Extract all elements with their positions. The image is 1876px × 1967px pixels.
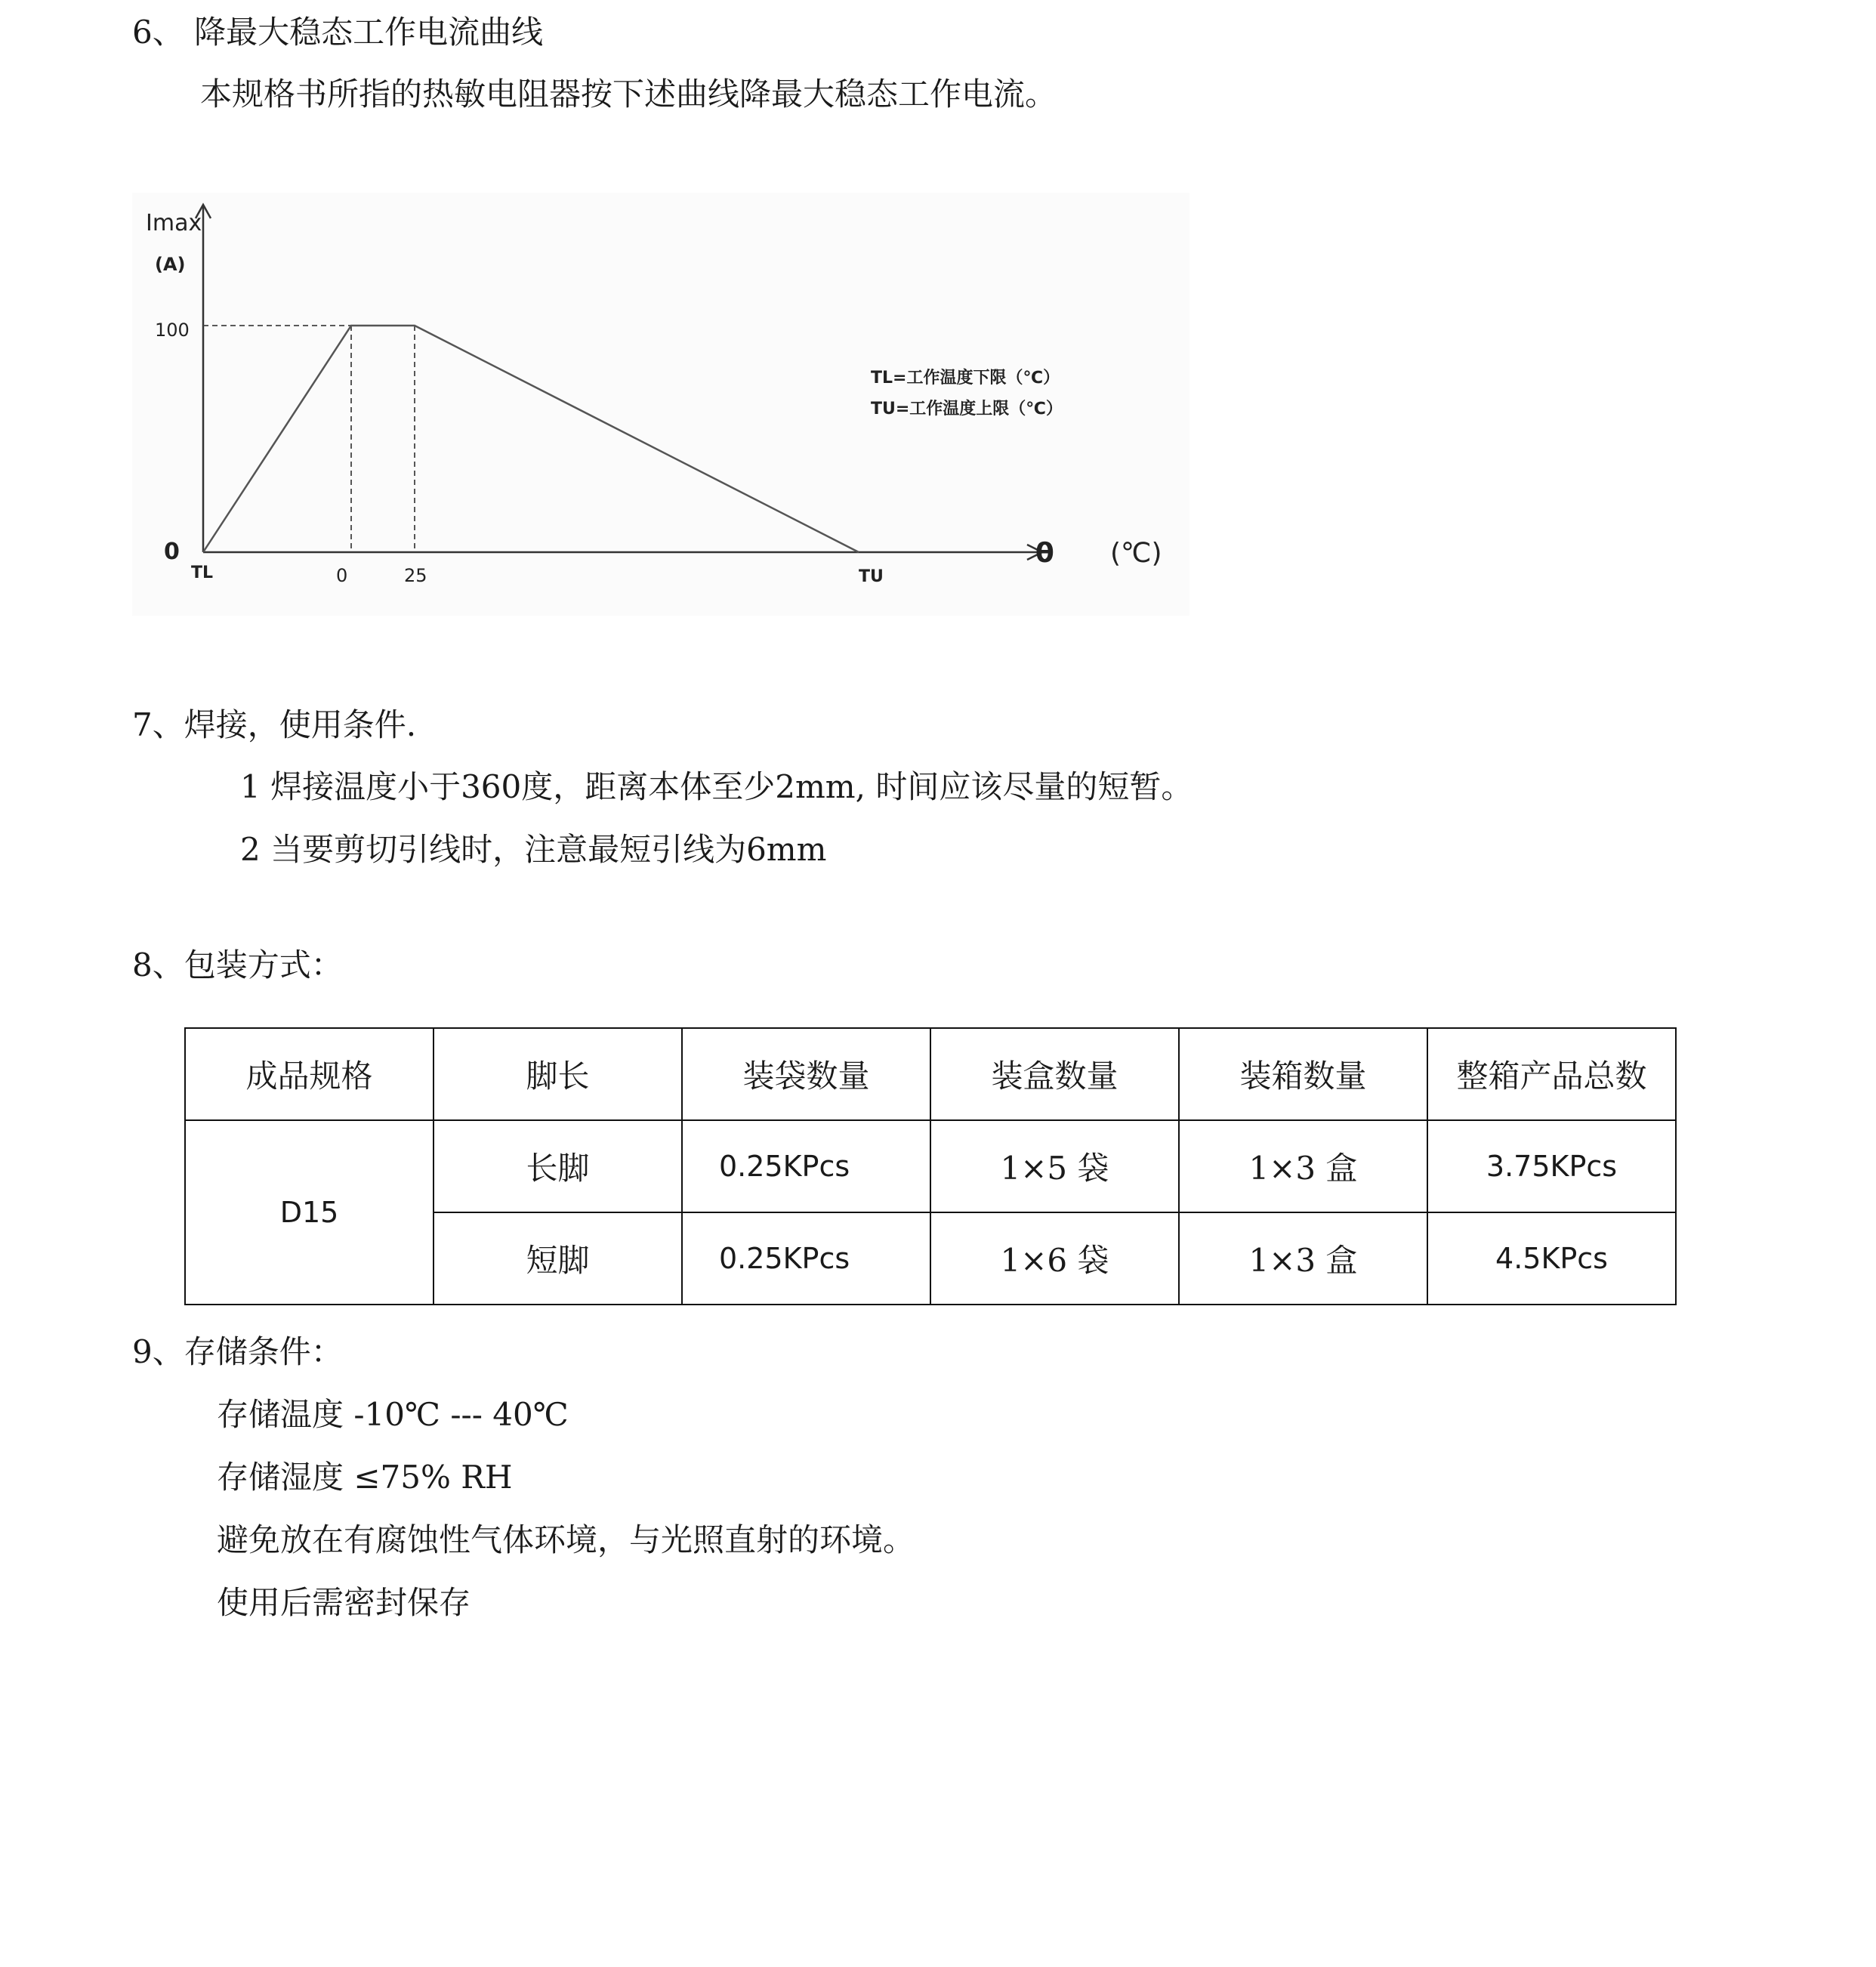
storage-environment: 避免放在有腐蚀性气体环境，与光照直射的环境。	[217, 1521, 915, 1558]
table-cell: 1×3 盒	[1179, 1212, 1427, 1305]
packaging-table	[184, 1027, 1677, 1305]
table-cell: 4.5KPcs	[1427, 1212, 1676, 1305]
storage-temperature: 存储温度 -10℃ --- 40℃	[217, 1396, 569, 1433]
table-cell: 短脚	[434, 1212, 682, 1305]
legend-tu: TU=工作温度上限（℃）	[871, 400, 1063, 418]
table-cell: 0.25KPcs	[682, 1212, 930, 1305]
spec-cell: D15	[185, 1120, 434, 1305]
table-header-cell: 整箱产品总数	[1427, 1028, 1676, 1120]
storage-sealing: 使用后需密封保存	[217, 1584, 471, 1621]
section-8-heading: 8、包装方式：	[132, 946, 343, 984]
table-header-cell: 装盒数量	[930, 1028, 1179, 1120]
section-6-body: 本规格书所指的热敏电阻器按下述曲线降最大稳态工作电流。	[200, 76, 1057, 113]
section-7-heading: 7、焊接，使用条件.	[132, 706, 417, 743]
table-cell: 1×3 盒	[1179, 1120, 1427, 1212]
table-header-cell: 成品规格	[185, 1028, 434, 1120]
table-cell: 长脚	[434, 1120, 682, 1212]
y-tick-0: 0	[164, 539, 180, 565]
x-tick-tl: TL	[191, 564, 214, 582]
table-cell: 1×6 袋	[930, 1212, 1179, 1305]
x-axis-label: θ	[1035, 538, 1054, 569]
table-cell: 0.25KPcs	[682, 1120, 930, 1212]
table-cell: 3.75KPcs	[1427, 1120, 1676, 1212]
section-6-heading: 6、 降最大稳态工作电流曲线	[132, 14, 544, 51]
table-header-cell: 装箱数量	[1179, 1028, 1427, 1120]
legend-tl: TL=工作温度下限（℃）	[871, 369, 1060, 388]
section-7-item-2: 2 当要剪切引线时，注意最短引线为6mm	[240, 831, 827, 868]
derating-curve-chart	[132, 193, 1189, 616]
section-9-heading: 9、存储条件：	[132, 1333, 343, 1370]
storage-humidity: 存储湿度 ≤75% RH	[217, 1459, 513, 1496]
y-axis-unit: (A)	[155, 254, 186, 275]
y-tick-100: 100	[155, 320, 190, 341]
y-axis-label: Imax	[146, 210, 202, 236]
table-header-row	[185, 1028, 1676, 1120]
x-tick-0: 0	[336, 565, 348, 586]
x-tick-25: 25	[404, 565, 427, 586]
table-header-cell: 脚长	[434, 1028, 682, 1120]
x-tick-tu: TU	[859, 567, 884, 586]
x-axis-unit: (℃)	[1110, 538, 1162, 569]
table-row	[185, 1120, 1676, 1212]
table-cell: 1×5 袋	[930, 1120, 1179, 1212]
section-7-item-1: 1 焊接温度小于360度，距离本体至少2mm, 时间应该尽量的短暂。	[240, 768, 1193, 805]
table-header-cell: 装袋数量	[682, 1028, 930, 1120]
